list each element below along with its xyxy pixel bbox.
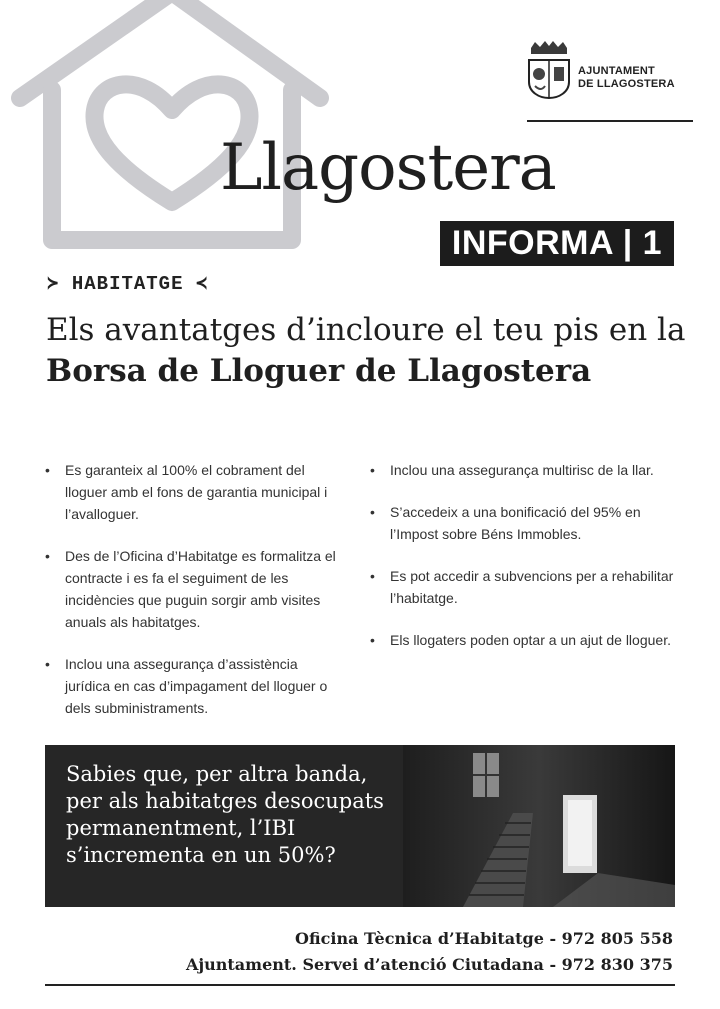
tag-prefix: ≻ <box>47 273 60 295</box>
header-divider <box>527 120 693 122</box>
logo-text: AJUNTAMENT DE LLAGOSTERA <box>578 65 675 90</box>
office-contact: Oficina Tècnica d’Habitatge - 972 805 558 <box>295 929 673 948</box>
benefits-right-column <box>370 459 675 671</box>
benefits-left-column <box>45 459 345 739</box>
list-item: • Inclou una assegurança multirisc de la llar. <box>370 462 654 478</box>
masthead-title: Llagostera <box>220 131 556 205</box>
footer-divider <box>45 984 675 986</box>
city-hall-contact: Ajuntament. Servei d’atenció Ciutadana - 972 830 375 <box>185 955 673 974</box>
city-hall-logo <box>527 40 697 100</box>
tag-suffix: ≺ <box>195 273 209 295</box>
list-item: • Des de l’Oficina d’Habitatge es formalitza el contracte i es fa el seguiment de les incidències que puguin sorgir amb visites anuals als habitatges. <box>45 548 336 630</box>
section-tag <box>47 272 208 295</box>
headline-regular: Els avantatges d’incloure el teu pis en la <box>46 312 686 348</box>
list-item: • Es pot accedir a subvencions per a rehabilitar l’habitatge. <box>370 568 674 606</box>
tag-label: HABITATGE <box>71 273 184 295</box>
informa-badge: INFORMA | 1 <box>440 221 674 266</box>
list-item: • Es garanteix al 100% el cobrament del lloguer amb el fons de garantia municipal i l’avalloguer. <box>45 462 328 522</box>
callout-box <box>45 745 675 907</box>
callout-text: Sabies que, per altra banda, per als habitatges desocupats permanentment, l’IBI s’incrementa en un 50%? <box>66 762 384 867</box>
list-item: • Els llogaters poden optar a un ajut de lloguer. <box>370 632 671 648</box>
headline-bold: Borsa de Lloguer de Llagostera <box>46 353 592 389</box>
coat-of-arms-icon <box>527 40 571 100</box>
headline <box>46 310 686 392</box>
list-item: • Inclou una assegurança d’assistència jurídica en cas d’impagament del lloguer o dels subministraments. <box>45 656 328 716</box>
list-item: • S’accedeix a una bonificació del 95% en l’Impost sobre Béns Immobles. <box>370 504 641 542</box>
empty-stairwell-photo <box>403 745 675 907</box>
